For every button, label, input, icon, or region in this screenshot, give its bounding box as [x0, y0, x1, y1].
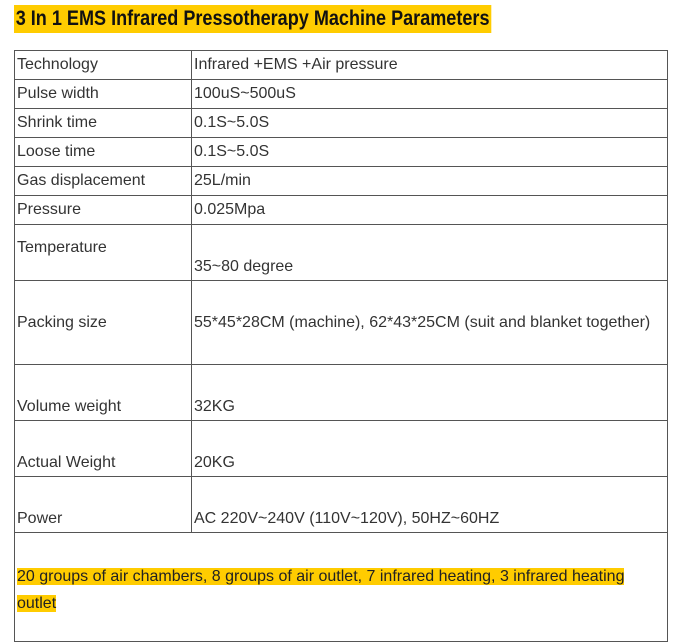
table-row: [15, 196, 668, 225]
param-value: Infrared +EMS +Air pressure: [192, 51, 668, 80]
param-label: Gas displacement: [15, 167, 192, 196]
table-row: [15, 225, 668, 281]
param-label: Temperature: [15, 225, 192, 281]
param-value: 0.1S~5.0S: [192, 109, 668, 138]
parameters-table: [14, 50, 668, 642]
table-row: [15, 138, 668, 167]
param-value: 20KG: [192, 421, 668, 477]
param-label: Pulse width: [15, 80, 192, 109]
param-value: 100uS~500uS: [192, 80, 668, 109]
param-label: Loose time: [15, 138, 192, 167]
param-label: Packing size: [15, 281, 192, 365]
param-label: Technology: [15, 51, 192, 80]
param-label: Power: [15, 477, 192, 533]
param-value: 35~80 degree: [192, 225, 668, 281]
table-row: [15, 477, 668, 533]
param-value: AC 220V~240V (110V~120V), 50HZ~60HZ: [192, 477, 668, 533]
param-label: Shrink time: [15, 109, 192, 138]
param-label: Pressure: [15, 196, 192, 225]
param-value: 0.1S~5.0S: [192, 138, 668, 167]
table-row: [15, 421, 668, 477]
param-value: 0.025Mpa: [192, 196, 668, 225]
param-label: Actual Weight: [15, 421, 192, 477]
table-row: [15, 281, 668, 365]
table-row: [15, 80, 668, 109]
param-label: Volume weight: [15, 365, 192, 421]
param-value: 25L/min: [192, 167, 668, 196]
table-row: [15, 533, 668, 642]
table-row: [15, 51, 668, 80]
table-row: [15, 167, 668, 196]
param-value: 55*45*28CM (machine), 62*43*25CM (suit and blanket together): [192, 281, 668, 365]
note-cell: [15, 533, 668, 642]
param-value: 32KG: [192, 365, 668, 421]
table-row: [15, 365, 668, 421]
highlighted-note: 20 groups of air chambers, 8 groups of air outlet, 7 infrared heating, 3 infrared heating outlet: [17, 568, 625, 612]
table-row: [15, 109, 668, 138]
page-title: 3 In 1 EMS Infrared Pressotherapy Machine Parameters: [14, 5, 491, 33]
